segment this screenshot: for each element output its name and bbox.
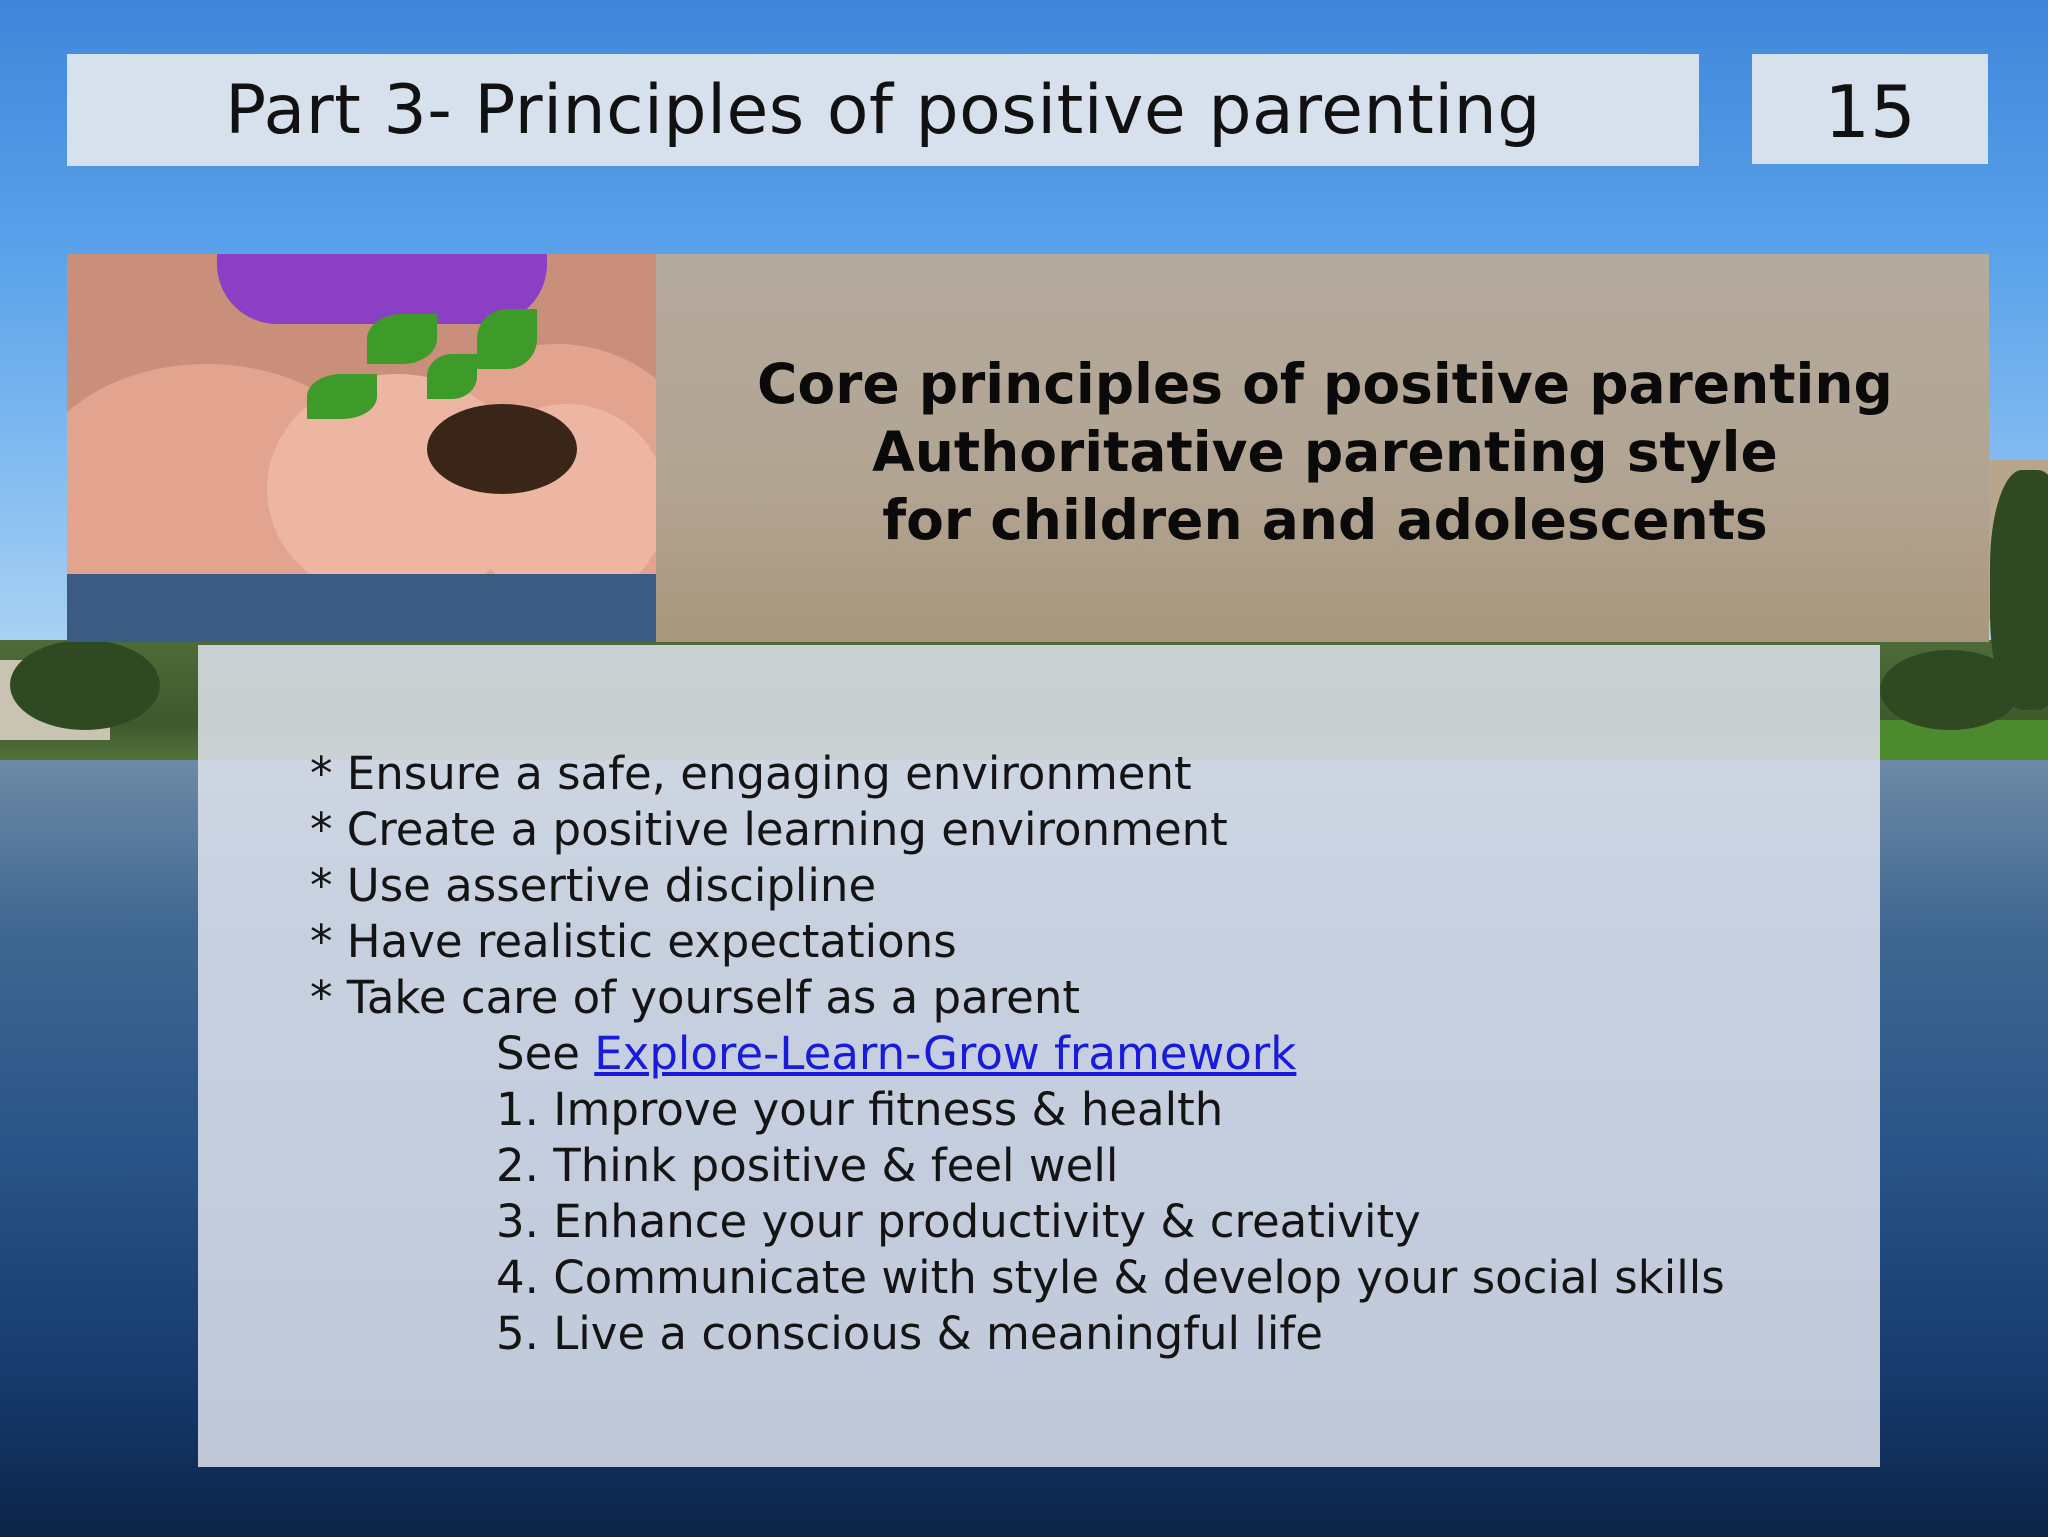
slide-title: Part 3- Principles of positive parenting (225, 70, 1541, 150)
page-number: 15 (1824, 70, 1916, 154)
photo-leaf (367, 314, 437, 364)
framework-item: 3. Enhance your productivity & creativity (496, 1195, 1421, 1248)
principle-item: * Have realistic expectations (310, 915, 957, 968)
photo-soil (427, 404, 577, 494)
background-tree (10, 640, 160, 730)
principle-item: * Ensure a safe, engaging environment (310, 747, 1192, 800)
header-heading (700, 350, 1950, 554)
see-prefix: See (496, 1027, 595, 1080)
slide-title-box (67, 54, 1699, 166)
explore-learn-grow-link[interactable]: Explore-Learn-Grow framework (594, 1027, 1297, 1080)
see-framework-line (310, 1026, 1725, 1082)
framework-item: 4. Communicate with style & develop your social skills (496, 1251, 1725, 1304)
header-line: for children and adolescents (882, 488, 1768, 552)
page-number-box (1752, 54, 1988, 164)
photo-leaf (477, 309, 537, 369)
background-tree (1990, 470, 2048, 710)
photo-denim (67, 574, 656, 642)
header-line: Authoritative parenting style (872, 420, 1778, 484)
principle-item: * Take care of yourself as a parent (310, 971, 1081, 1024)
header-line: Core principles of positive parenting (757, 352, 1893, 416)
framework-item: 5. Live a conscious & meaningful life (496, 1307, 1323, 1360)
hands-seedling-photo (67, 254, 656, 642)
framework-item: 2. Think positive & feel well (496, 1139, 1119, 1192)
photo-leaf (427, 354, 477, 399)
principle-item: * Use assertive discipline (310, 859, 877, 912)
content-text (310, 746, 1725, 1362)
framework-item: 1. Improve your fitness & health (496, 1083, 1224, 1136)
photo-leaf (307, 374, 377, 419)
principle-item: * Create a positive learning environment (310, 803, 1228, 856)
